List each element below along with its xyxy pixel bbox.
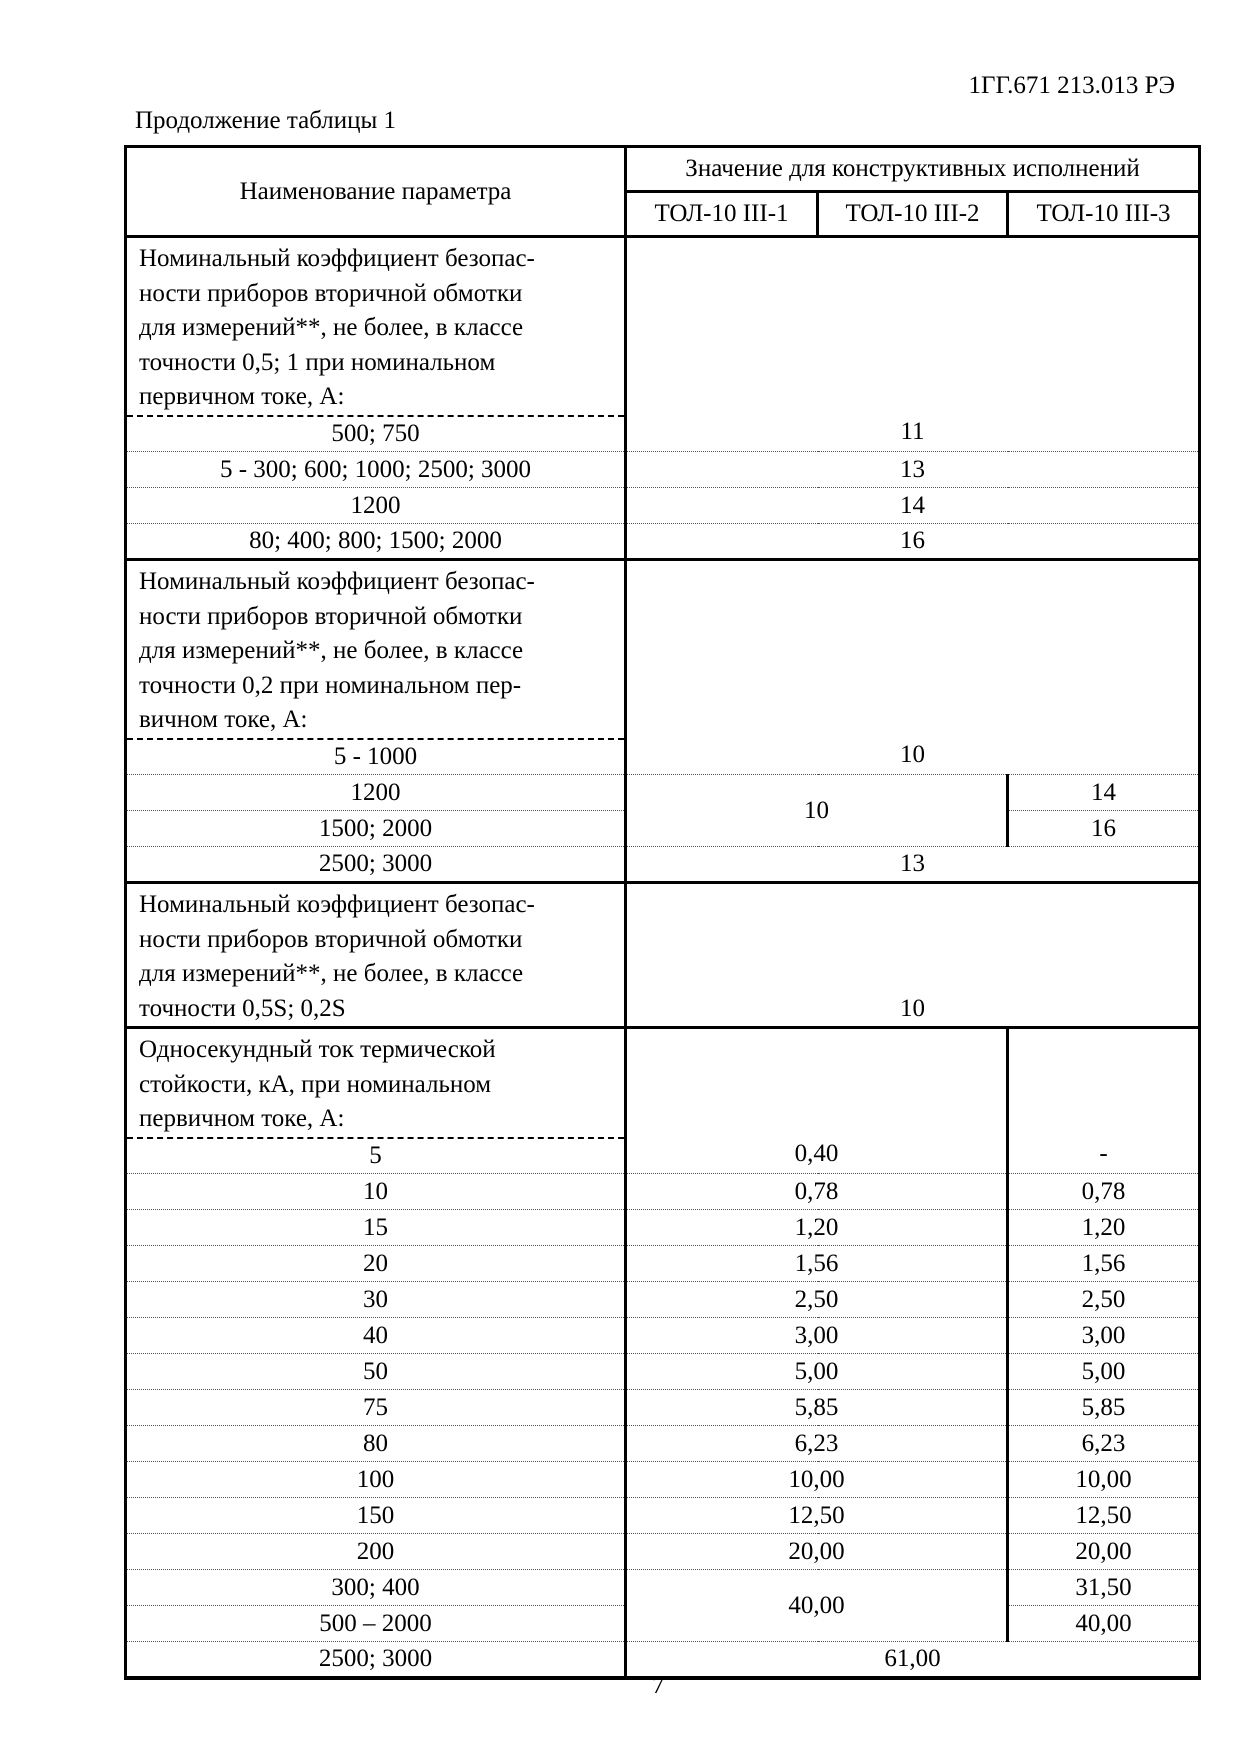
value-cell: 0,78 <box>1008 1174 1200 1210</box>
current-cell: 1500; 2000 <box>126 811 626 847</box>
value-cell: 5,00 <box>626 1354 1008 1390</box>
value-cell: 40,00 <box>1008 1606 1200 1642</box>
value-cell: 12,50 <box>626 1498 1008 1534</box>
table-row <box>126 1282 1200 1318</box>
value-cell-merged: 10 <box>626 775 1008 847</box>
value-cell: 2,50 <box>626 1282 1008 1318</box>
table-row <box>126 1318 1200 1354</box>
current-cell: 75 <box>126 1390 626 1426</box>
table-row <box>126 1462 1200 1498</box>
section-3-value: 10 <box>626 883 1200 1028</box>
table-row <box>126 488 1200 524</box>
value-cell: 10,00 <box>1008 1462 1200 1498</box>
current-cell: 1200 <box>126 488 626 524</box>
value-cell: 1,20 <box>626 1210 1008 1246</box>
value-cell: 1,20 <box>1008 1210 1200 1246</box>
value-cell: 0,40 <box>626 1028 1008 1174</box>
header-col-3: ТОЛ-10 III-3 <box>1008 192 1200 237</box>
document-code: 1ГГ.671 213.013 РЭ <box>968 72 1175 99</box>
current-cell: 5 - 1000 <box>126 739 626 775</box>
table-row <box>126 1426 1200 1462</box>
current-cell: 2500; 3000 <box>126 847 626 883</box>
value-cell: 0,78 <box>626 1174 1008 1210</box>
table-caption: Продолжение таблицы 1 <box>135 107 397 134</box>
table-row <box>126 1174 1200 1210</box>
section-2-label-row <box>126 560 1200 739</box>
value-cell: 13 <box>626 847 1200 883</box>
header-row <box>126 147 1200 192</box>
table-row <box>126 1390 1200 1426</box>
current-cell: 100 <box>126 1462 626 1498</box>
section-1-label: Номинальный коэффициент безопас- ности приборов вторичной обмотки для измерений**, не более, в классе точности 0,5; 1 при номинальном первичном токе, А: <box>126 237 626 416</box>
value-cell: 14 <box>1008 775 1200 811</box>
section-4-label: Односекундный ток термической стойкости, кА, при номинальном первичном токе, А: <box>126 1028 626 1138</box>
value-cell: 61,00 <box>626 1642 1200 1679</box>
table-row <box>126 775 1200 811</box>
section-4-label-row <box>126 1028 1200 1138</box>
current-cell: 10 <box>126 1174 626 1210</box>
current-cell: 80; 400; 800; 1500; 2000 <box>126 524 626 560</box>
current-cell: 30 <box>126 1282 626 1318</box>
current-cell: 5 - 300; 600; 1000; 2500; 3000 <box>126 452 626 488</box>
current-cell: 200 <box>126 1534 626 1570</box>
section-3-label: Номинальный коэффициент безопас- ности приборов вторичной обмотки для измерений**, не более, в классе точности 0,5S; 0,2S <box>126 883 626 1028</box>
current-cell: 80 <box>126 1426 626 1462</box>
value-cell: 6,23 <box>1008 1426 1200 1462</box>
value-cell: 1,56 <box>626 1246 1008 1282</box>
value-cell: 20,00 <box>626 1534 1008 1570</box>
value-cell: 5,85 <box>626 1390 1008 1426</box>
value-cell: 14 <box>626 488 1200 524</box>
current-cell: 500 – 2000 <box>126 1606 626 1642</box>
current-cell: 40 <box>126 1318 626 1354</box>
current-cell: 50 <box>126 1354 626 1390</box>
table-row <box>126 847 1200 883</box>
value-cell: 16 <box>626 524 1200 560</box>
value-cell: 6,23 <box>626 1426 1008 1462</box>
section-1-label-row <box>126 237 1200 416</box>
value-cell: 10,00 <box>626 1462 1008 1498</box>
value-cell: 5,85 <box>1008 1390 1200 1426</box>
value-cell: 3,00 <box>1008 1318 1200 1354</box>
value-cell: 2,50 <box>1008 1282 1200 1318</box>
current-cell: 20 <box>126 1246 626 1282</box>
table-row <box>126 1498 1200 1534</box>
value-cell: - <box>1008 1028 1200 1174</box>
value-cell: 12,50 <box>1008 1498 1200 1534</box>
value-cell-merged: 40,00 <box>626 1570 1008 1642</box>
value-cell: 1,56 <box>1008 1246 1200 1282</box>
current-cell: 150 <box>126 1498 626 1534</box>
value-cell: 3,00 <box>626 1318 1008 1354</box>
current-cell: 2500; 3000 <box>126 1642 626 1679</box>
value-cell: 31,50 <box>1008 1570 1200 1606</box>
header-col-1: ТОЛ-10 III-1 <box>626 192 818 237</box>
value-cell: 13 <box>626 452 1200 488</box>
current-cell: 1200 <box>126 775 626 811</box>
table-row <box>126 1570 1200 1606</box>
current-cell: 5 <box>126 1138 626 1174</box>
current-cell: 15 <box>126 1210 626 1246</box>
current-cell: 300; 400 <box>126 1570 626 1606</box>
section-1-value-1: 11 <box>626 237 1200 452</box>
header-param: Наименование параметра <box>126 147 626 237</box>
parameters-table <box>124 145 1198 1680</box>
section-2-value-1: 10 <box>626 560 1200 775</box>
value-cell: 16 <box>1008 811 1200 847</box>
header-values-group: Значение для конструктивных исполнений <box>626 147 1200 192</box>
table-row <box>126 1246 1200 1282</box>
header-col-2: ТОЛ-10 III-2 <box>818 192 1008 237</box>
table-row <box>126 524 1200 560</box>
value-cell: 5,00 <box>1008 1354 1200 1390</box>
current-cell: 500; 750 <box>126 416 626 452</box>
table-row <box>126 1534 1200 1570</box>
table-row <box>126 1210 1200 1246</box>
section-3-row <box>126 883 1200 1028</box>
section-2-label: Номинальный коэффициент безопас- ности приборов вторичной обмотки для измерений**, не более, в классе точности 0,2 при номинальном пер- вичном токе, А: <box>126 560 626 739</box>
value-cell: 20,00 <box>1008 1534 1200 1570</box>
table-row <box>126 1354 1200 1390</box>
table-row <box>126 452 1200 488</box>
